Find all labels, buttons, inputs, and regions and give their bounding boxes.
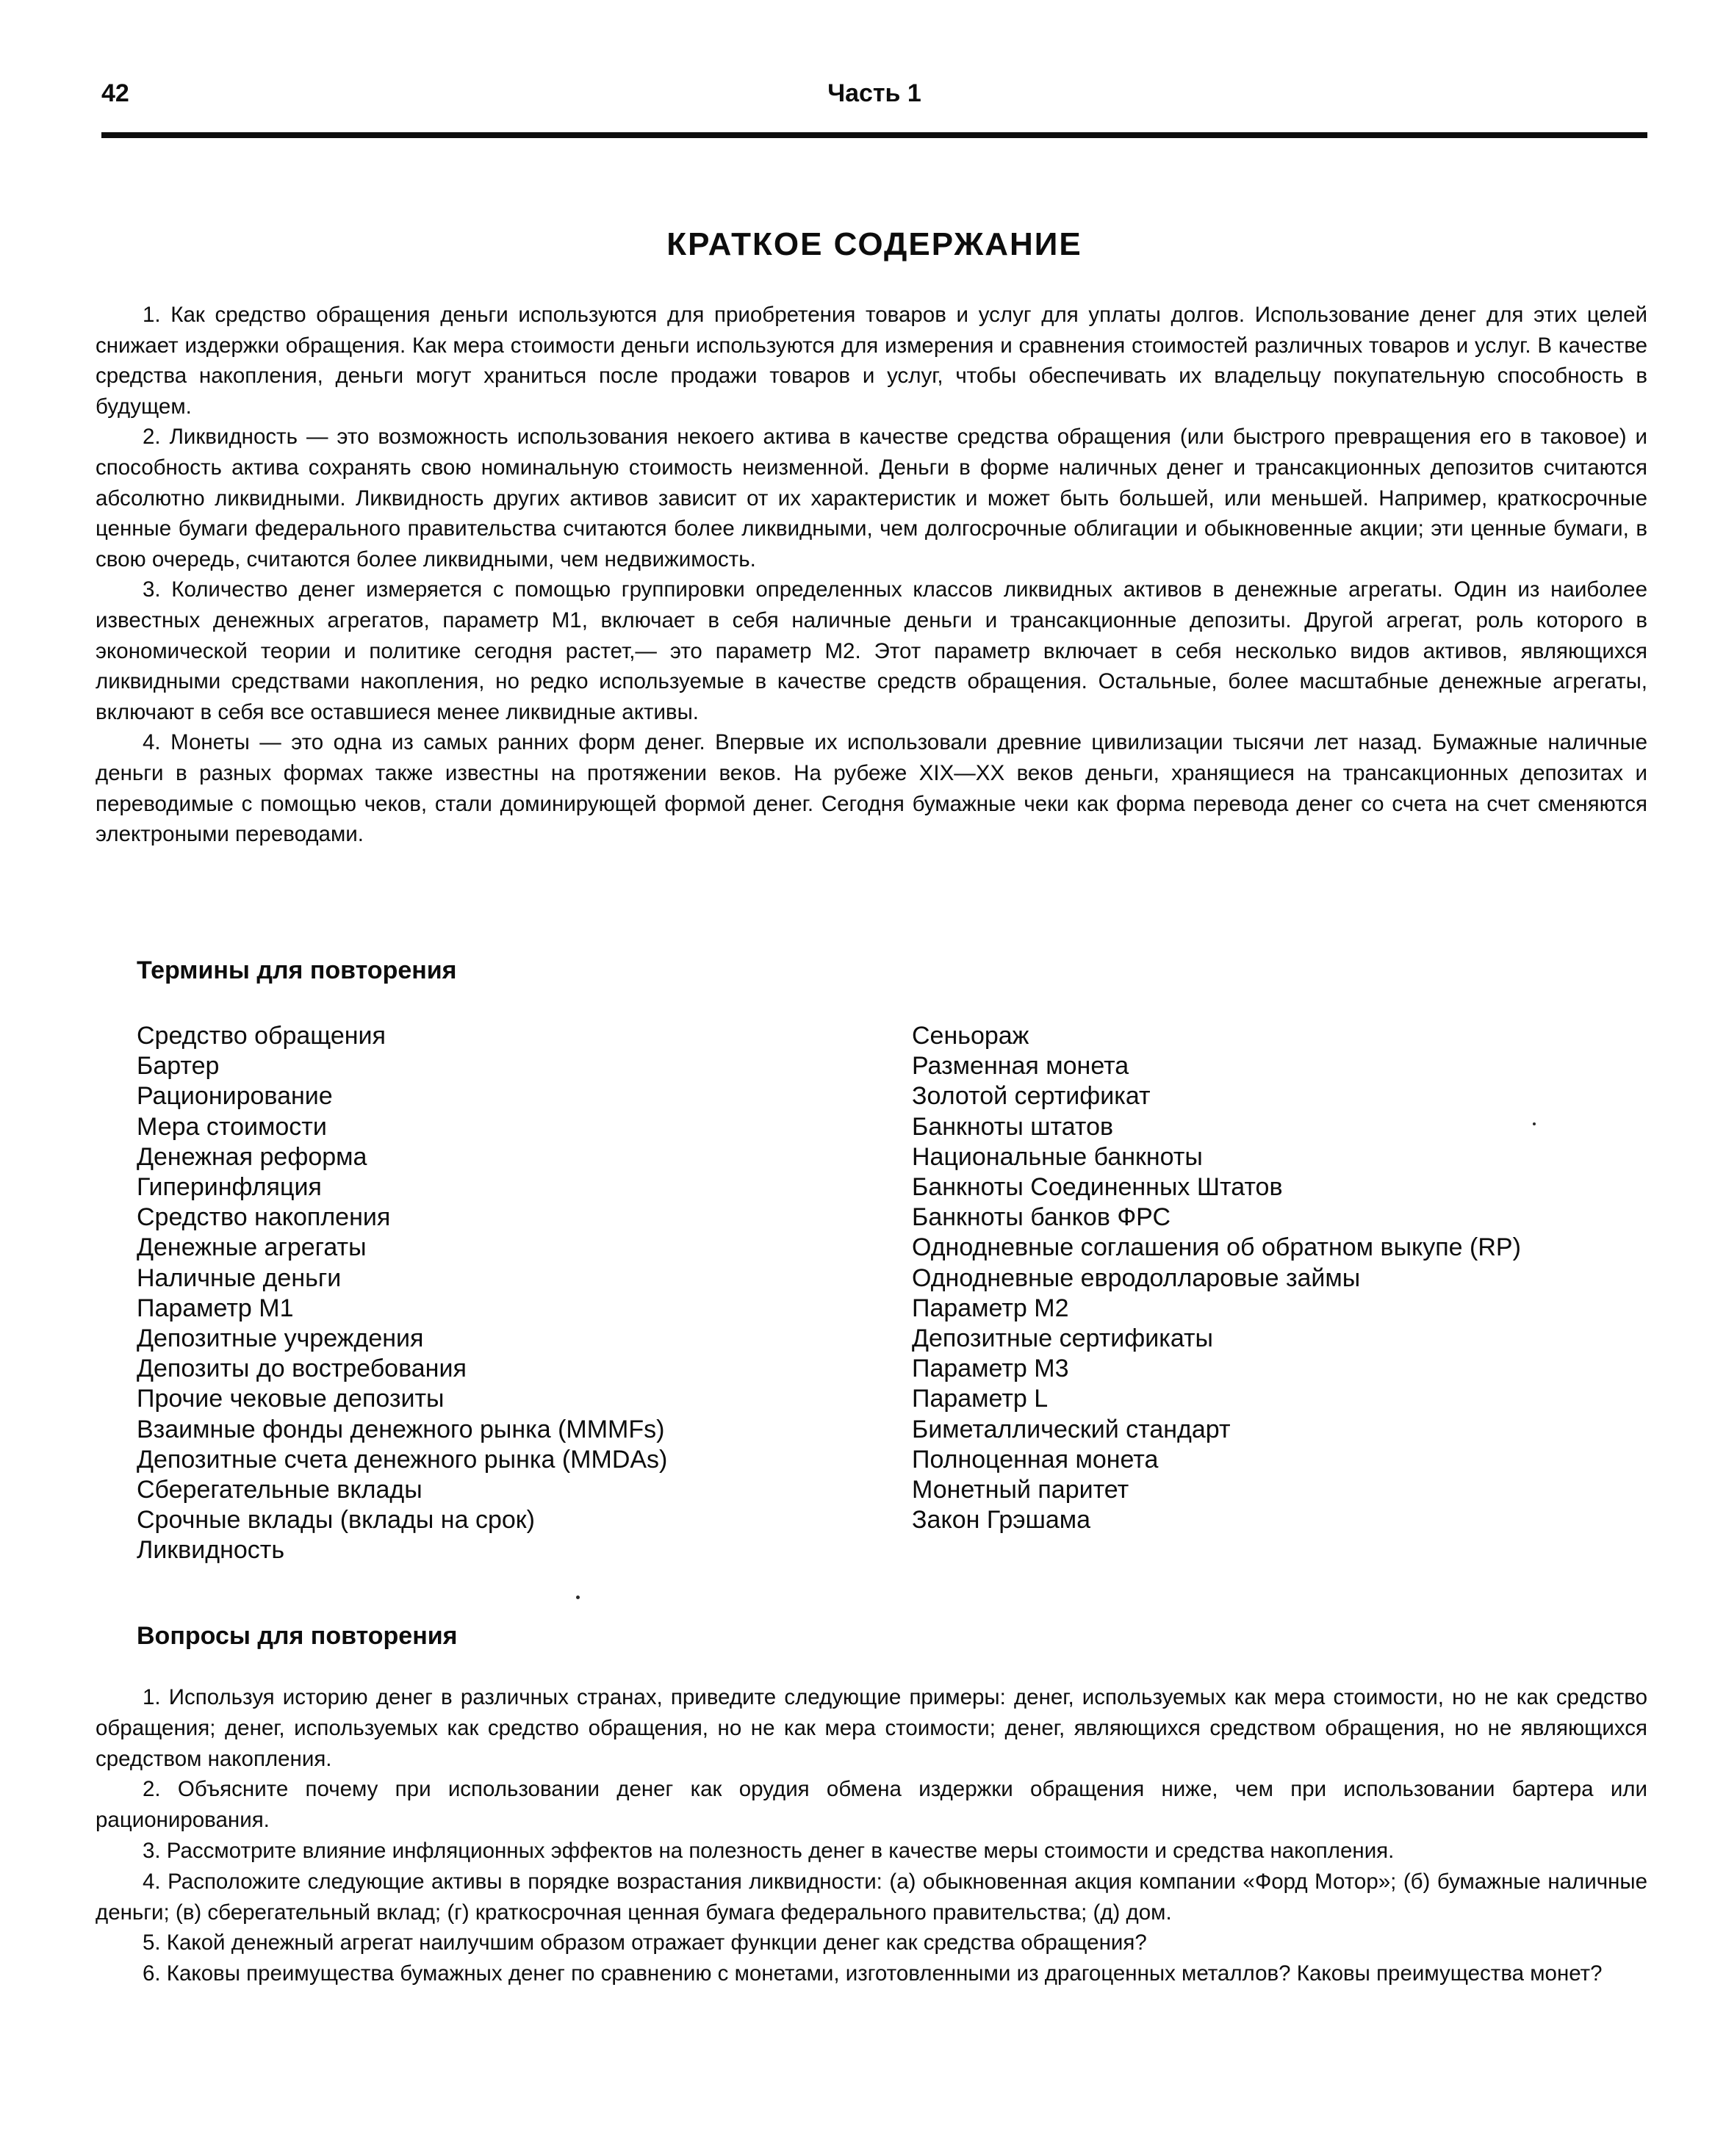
term-item: Банкноты штатов (912, 1112, 1114, 1141)
term-item: Однодневные евродолларовые займы (912, 1263, 1361, 1292)
term-item: Параметр M3 (912, 1355, 1069, 1383)
page-header (101, 79, 1647, 131)
term-item: Ликвидность (137, 1536, 285, 1565)
term-item: Средство обращения (137, 1022, 386, 1050)
page-number: 42 (101, 79, 129, 107)
term-item: Сеньораж (912, 1022, 1029, 1050)
term-item: Полноценная монета (912, 1445, 1159, 1474)
term-item: Депозитные счета денежного рынка (MMDAs) (137, 1445, 668, 1474)
question-item: 3. Рассмотрите влияние инфляционных эффектов на полезность денег в качестве меры стоимости и средства накопления. (143, 1838, 1395, 1863)
scan-speck (576, 1596, 580, 1599)
term-item: Золотой сертификат (912, 1082, 1151, 1111)
term-item: Гиперинфляция (137, 1173, 322, 1202)
questions-heading: Вопросы для повторения (137, 1622, 458, 1650)
term-item: Средство накопления (137, 1203, 391, 1232)
terms-heading: Термины для повторения (137, 956, 457, 984)
summary-paragraph: 2. Ликвидность — это возможность использования некоего актива в качестве средства обращения (или быстрого превращения его в таковое) и способность актива сохранять свою номинальную стоимость неизменной. Деньги в форме наличных денег и трансакционных депозитов считаются абсолютно ликвидными. Ликвидность других активов зависит от их характеристик и может быть большей, или меньшей. Например, краткосрочные ценные бумаги федерального правительства считаются более ликвидными, чем долгосрочные облигации и обыкновенные акции; эти ценные бумаги, в свою очередь, считаются более ликвидными, чем недвижимость. (96, 425, 1647, 572)
question-item: 4. Расположите следующие активы в порядке возрастания ликвидности: (а) обыкновенная акция компании «Форд Мотор»; (б) бумажные наличные деньги; (в) сберегательный вклад; (г) краткосрочная ценная бумага федерального правительства; (д) дом. (96, 1869, 1647, 1925)
term-item: Сберегательные вклады (137, 1476, 422, 1504)
term-item: Взаимные фонды денежного рынка (MMMFs) (137, 1415, 665, 1443)
term-item: Банкноты банков ФРС (912, 1203, 1171, 1232)
term-item: Депозитные учреждения (137, 1324, 424, 1353)
term-item: Биметаллический стандарт (912, 1415, 1231, 1443)
term-item: Параметр L (912, 1385, 1049, 1413)
term-item: Банкноты Соединенных Штатов (912, 1173, 1283, 1202)
term-item: Денежные агрегаты (137, 1233, 367, 1262)
term-item: Разменная монета (912, 1052, 1129, 1081)
term-item: Срочные вклады (вклады на срок) (137, 1506, 535, 1535)
term-item: Монетный паритет (912, 1476, 1129, 1504)
term-item: Параметр M2 (912, 1294, 1069, 1322)
header-rule (101, 132, 1647, 138)
term-item: Закон Грэшама (912, 1506, 1091, 1535)
term-item: Мера стоимости (137, 1112, 327, 1141)
summary-paragraph: 4. Монеты — это одна из самых ранних форм денег. Впервые их использовали древние цивилизации тысячи лет назад. Бумажные наличные деньги в разных формах также известны на протяжении веков. На рубеже XIX—XX веков деньги, хранящиеся на трансакционных депозитах и переводимые с помощью чеков, стали доминирующей формой денег. Сегодня бумажные чеки как форма перевода денег со счета на счет сменяются электроными переводами. (96, 730, 1647, 847)
term-item: Бартер (137, 1052, 220, 1081)
term-item: Прочие чековые депозиты (137, 1385, 445, 1413)
question-item: 5. Какой денежный агрегат наилучшим образом отражает функции денег как средства обращения? (143, 1930, 1147, 1955)
question-item: 6. Каковы преимущества бумажных денег по сравнению с монетами, изготовленными из драгоценных металлов? Каковы преимущества монет? (143, 1961, 1603, 1986)
term-item: Депозиты до востребования (137, 1355, 467, 1383)
summary-paragraph: 3. Количество денег измеряется с помощью группировки определенных классов ликвидных активов в денежные агрегаты. Один из наиболее известных денежных агрегатов, параметр M1, включает в себя наличные деньги и трансакционные депозиты. Другой агрегат, роль которого в экономической теории и политике сегодня растет,— это параметр M2. Этот параметр включает в себя несколько видов активов, являющихся ликвидными средствами накопления, но редко используемые в качестве средств обращения. Остальные, более масштабные денежные агрегаты, включают в себя все оставшиеся менее ликвидные активы. (96, 577, 1647, 724)
term-item: Денежная реформа (137, 1142, 367, 1171)
term-item: Депозитные сертификаты (912, 1324, 1213, 1353)
terms-list-left (137, 1021, 667, 1566)
questions-section (96, 1682, 1647, 1989)
term-item: Национальные банкноты (912, 1142, 1203, 1171)
terms-list-right (912, 1021, 1521, 1535)
question-item: 2. Объясните почему при использовании денег как орудия обмена издержки обращения ниже, чем при использовании бартера или рационирования. (96, 1777, 1647, 1833)
running-head: Часть 1 (827, 79, 921, 107)
term-item: Рационирование (137, 1082, 333, 1111)
summary-title: КРАТКОЕ СОДЕРЖАНИЕ (666, 226, 1082, 262)
summary-section (96, 300, 1647, 850)
term-item: Наличные деньги (137, 1263, 342, 1292)
term-item: Однодневные соглашения об обратном выкупе (RP) (912, 1233, 1521, 1262)
question-item: 1. Используя историю денег в различных странах, приведите следующие примеры: денег, используемых как мера стоимости, но не как средство обращения; денег, используемых как средство обращения, но не как мера стоимости; денег, являющихся средством обращения, но не являющихся средством накопления. (96, 1685, 1647, 1771)
term-item: Параметр M1 (137, 1294, 294, 1322)
summary-paragraph: 1. Как средство обращения деньги используются для приобретения товаров и услуг для уплаты долгов. Использование денег для этих целей снижает издержки обращения. Как мера стоимости деньги используются для измерения и сравнения стоимостей различных товаров и услуг. В качестве средства накопления, деньги могут храниться после продажи товаров и услуг, чтобы обеспечивать их владельцу покупательную способность в будущем. (96, 303, 1647, 419)
scan-speck (1533, 1122, 1536, 1125)
